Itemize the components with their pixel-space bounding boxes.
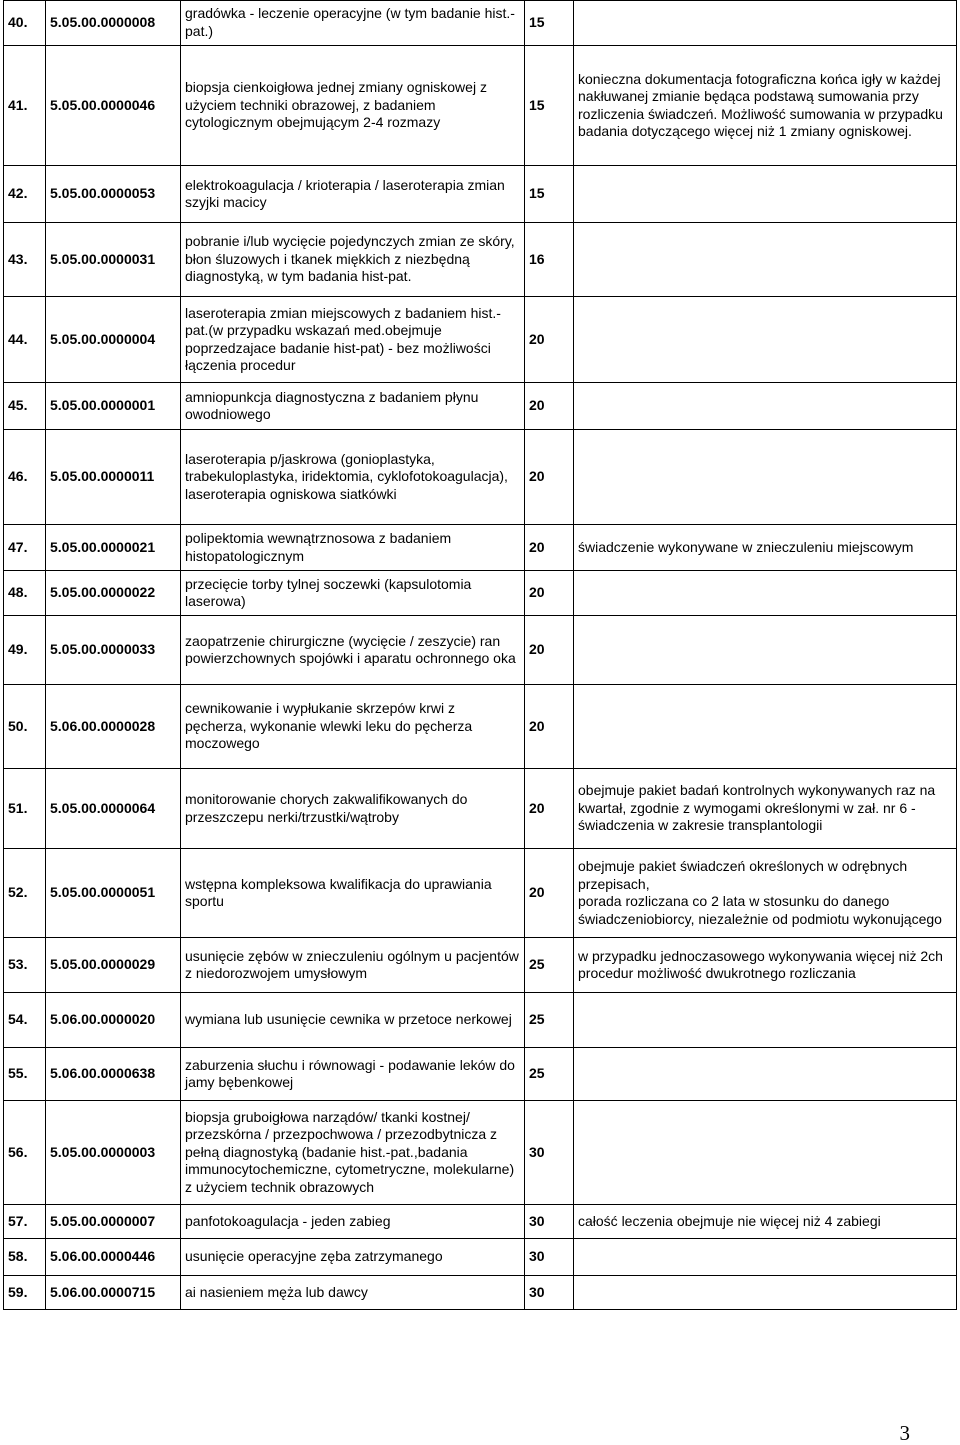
table-row [4,1101,957,1205]
procedure-code: 5.05.00.0000046 [46,46,181,166]
procedure-points: 25 [525,1048,574,1101]
procedure-name: polipektomia wewnątrznosowa z badaniem histopatologicznym [181,525,525,571]
table-row [4,685,957,769]
row-number: 42. [4,166,46,223]
procedure-code: 5.05.00.0000011 [46,430,181,525]
procedure-code: 5.06.00.0000715 [46,1276,181,1310]
procedure-code: 5.05.00.0000003 [46,1101,181,1205]
procedure-note [574,1048,957,1101]
row-number: 51. [4,769,46,849]
procedure-note [574,571,957,616]
procedure-points: 30 [525,1101,574,1205]
procedure-code: 5.05.00.0000004 [46,297,181,383]
procedure-points: 25 [525,993,574,1048]
table-row [4,1276,957,1310]
procedure-code: 5.05.00.0000051 [46,849,181,938]
table-row [4,1205,957,1239]
row-number: 56. [4,1101,46,1205]
table-row [4,46,957,166]
row-number: 47. [4,525,46,571]
table-row [4,525,957,571]
procedure-points: 20 [525,685,574,769]
procedure-note: całość leczenia obejmuje nie więcej niż 4 zabiegi [574,1205,957,1239]
table-row [4,223,957,297]
procedure-code: 5.05.00.0000001 [46,383,181,430]
procedure-name: ai nasieniem męża lub dawcy [181,1276,525,1310]
table-row [4,1239,957,1276]
procedure-points: 25 [525,938,574,993]
procedure-note [574,993,957,1048]
row-number: 58. [4,1239,46,1276]
row-number: 44. [4,297,46,383]
row-number: 53. [4,938,46,993]
table-row [4,616,957,685]
procedure-name: laseroterapia zmian miejscowych z badaniem hist.-pat.(w przypadku wskazań med.obejmuje poprzedzajace badanie hist-pat) - bez możliwości łączenia procedur [181,297,525,383]
row-number: 46. [4,430,46,525]
row-number: 43. [4,223,46,297]
procedure-code: 5.06.00.0000028 [46,685,181,769]
table-row [4,1,957,46]
table-row [4,383,957,430]
row-number: 49. [4,616,46,685]
procedure-points: 16 [525,223,574,297]
table-row [4,430,957,525]
procedure-code: 5.05.00.0000029 [46,938,181,993]
table-row [4,297,957,383]
table-row [4,166,957,223]
procedure-name: monitorowanie chorych zakwalifikowanych do przeszczepu nerki/trzustki/wątroby [181,769,525,849]
table-row [4,769,957,849]
procedure-code: 5.05.00.0000022 [46,571,181,616]
table-row [4,993,957,1048]
procedures-table [3,0,957,1310]
procedures-table-body [4,1,957,1310]
procedure-points: 20 [525,430,574,525]
procedure-note: obejmuje pakiet badań kontrolnych wykonywanych raz na kwartał, zgodnie z wymogami określonymi w zał. nr 6 - świadczenia w zakresie transplantologii [574,769,957,849]
procedure-points: 20 [525,297,574,383]
procedure-code: 5.05.00.0000064 [46,769,181,849]
row-number: 52. [4,849,46,938]
procedure-name: pobranie i/lub wycięcie pojedynczych zmian ze skóry, błon śluzowych i tkanek miękkich z niezbędną diagnostyką, w tym badania hist-pat. [181,223,525,297]
table-row [4,938,957,993]
procedure-code: 5.06.00.0000020 [46,993,181,1048]
procedure-name: gradówka - leczenie operacyjne (w tym badanie hist.-pat.) [181,1,525,46]
procedure-name: usunięcie operacyjne zęba zatrzymanego [181,1239,525,1276]
procedure-note [574,1239,957,1276]
procedure-points: 30 [525,1205,574,1239]
procedure-note [574,430,957,525]
procedure-note [574,616,957,685]
row-number: 40. [4,1,46,46]
procedure-code: 5.05.00.0000033 [46,616,181,685]
procedure-name: biopsja gruboigłowa narządów/ tkanki kostnej/ przezskórna / przezpochwowa / przezodbytnicza z pełną diagnostyką (badanie hist.-pat.,badania immunocytochemiczne, cytometryczne, molekularne) z użyciem technik obrazowych [181,1101,525,1205]
page-number: 3 [899,1421,910,1445]
procedure-note [574,297,957,383]
procedure-name: zaburzenia słuchu i równowagi - podawanie leków do jamy bębenkowej [181,1048,525,1101]
procedure-code: 5.05.00.0000021 [46,525,181,571]
procedure-points: 20 [525,849,574,938]
procedure-code: 5.06.00.0000638 [46,1048,181,1101]
procedure-points: 15 [525,46,574,166]
procedure-name: cewnikowanie i wypłukanie skrzepów krwi z pęcherza, wykonanie wlewki leku do pęcherza moczowego [181,685,525,769]
row-number: 45. [4,383,46,430]
procedure-note [574,1101,957,1205]
procedure-code: 5.05.00.0000031 [46,223,181,297]
table-row [4,1048,957,1101]
row-number: 55. [4,1048,46,1101]
procedure-name: wymiana lub usunięcie cewnika w przetoce nerkowej [181,993,525,1048]
procedure-note [574,223,957,297]
procedure-points: 15 [525,1,574,46]
procedure-code: 5.05.00.0000008 [46,1,181,46]
procedure-note: świadczenie wykonywane w znieczuleniu miejscowym [574,525,957,571]
procedure-points: 20 [525,525,574,571]
procedure-points: 30 [525,1276,574,1310]
procedure-code: 5.05.00.0000007 [46,1205,181,1239]
procedure-note [574,1,957,46]
row-number: 59. [4,1276,46,1310]
procedure-note [574,685,957,769]
procedure-name: usunięcie zębów w znieczuleniu ogólnym u pacjentów z niedorozwojem umysłowym [181,938,525,993]
procedure-note: konieczna dokumentacja fotograficzna końca igły w każdej nakłuwanej zmianie będąca podstawą sumowania przy rozliczenia świadczeń. Możliwość sumowania w przypadku badania dotyczącego więcej niż 1 zmiany ogniskowej. [574,46,957,166]
procedure-note: obejmuje pakiet świadczeń określonych w odrębnych przepisach, porada rozliczana co 2 lata w stosunku do danego świadczeniobiorcy, niezależnie od podmiotu wykonującego [574,849,957,938]
procedure-points: 15 [525,166,574,223]
procedure-name: biopsja cienkoigłowa jednej zmiany ogniskowej z użyciem techniki obrazowej, z badaniem cytologicznym obejmującym 2-4 rozmazy [181,46,525,166]
procedure-note: w przypadku jednoczasowego wykonywania więcej niż 2ch procedur możliwość dwukrotnego rozliczania [574,938,957,993]
procedure-name: przecięcie torby tylnej soczewki (kapsulotomia laserowa) [181,571,525,616]
procedure-note [574,166,957,223]
procedure-code: 5.06.00.0000446 [46,1239,181,1276]
procedure-name: amniopunkcja diagnostyczna z badaniem płynu owodniowego [181,383,525,430]
procedure-name: panfotokoagulacja - jeden zabieg [181,1205,525,1239]
procedure-name: wstępna kompleksowa kwalifikacja do uprawiania sportu [181,849,525,938]
row-number: 54. [4,993,46,1048]
procedure-points: 20 [525,571,574,616]
procedure-points: 20 [525,383,574,430]
procedure-points: 20 [525,769,574,849]
row-number: 50. [4,685,46,769]
row-number: 57. [4,1205,46,1239]
procedure-code: 5.05.00.0000053 [46,166,181,223]
procedure-note [574,383,957,430]
row-number: 41. [4,46,46,166]
table-row [4,571,957,616]
procedure-name: laseroterapia p/jaskrowa (gonioplastyka, trabekuloplastyka, iridektomia, cyklofotokoagulacja), laseroterapia ogniskowa siatkówki [181,430,525,525]
procedure-name: zaopatrzenie chirurgiczne (wycięcie / zeszycie) ran powierzchownych spojówki i aparatu ochronnego oka [181,616,525,685]
procedure-name: elektrokoagulacja / krioterapia / laseroterapia zmian szyjki macicy [181,166,525,223]
table-row [4,849,957,938]
row-number: 48. [4,571,46,616]
procedure-note [574,1276,957,1310]
procedure-points: 30 [525,1239,574,1276]
procedure-points: 20 [525,616,574,685]
